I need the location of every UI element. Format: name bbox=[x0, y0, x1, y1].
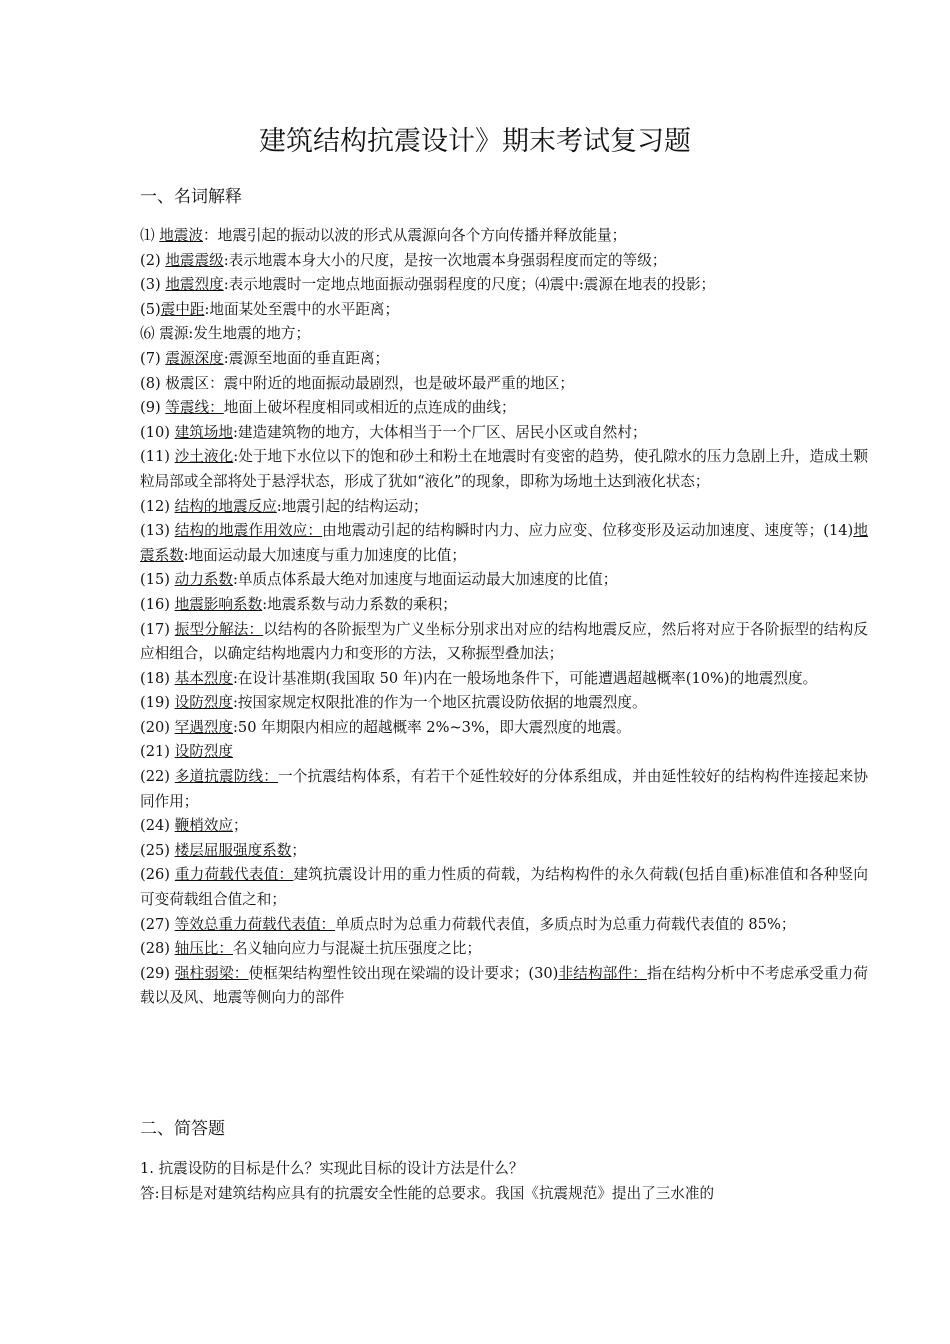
text-segment: (24) bbox=[140, 817, 175, 835]
paragraph bbox=[140, 396, 868, 421]
term-name: 基本烈度 bbox=[174, 669, 233, 687]
term-name: 结构的地震作用效应： bbox=[174, 522, 323, 540]
paragraph bbox=[140, 667, 868, 692]
text-segment: (9) bbox=[140, 399, 166, 417]
text-segment: (7) bbox=[140, 349, 166, 367]
text-segment: ； bbox=[291, 841, 306, 859]
text-segment: :按国家规定权限批准的作为一个地区抗震设防依据的地震烈度。 bbox=[233, 694, 647, 712]
text-segment: :震源至地面的垂直距离； bbox=[223, 349, 390, 367]
paragraph bbox=[140, 839, 868, 864]
term-name: 地震烈度 bbox=[165, 276, 224, 294]
text-segment: (12) bbox=[140, 497, 175, 515]
text-segment: 1. 抗震设防的目标是什么？实现此目标的设计方法是什么？ bbox=[140, 1160, 524, 1177]
term-name: 动力系数 bbox=[174, 571, 233, 589]
paragraph bbox=[140, 863, 868, 912]
paragraph bbox=[140, 913, 868, 938]
paragraph bbox=[140, 593, 868, 618]
text-segment: 地面上破坏程度相同或相近的点连成的曲线； bbox=[223, 399, 516, 417]
short-answer-list bbox=[140, 1157, 868, 1206]
term-name: 重力荷载代表值： bbox=[174, 866, 294, 884]
paragraph bbox=[140, 568, 868, 593]
term-name: 震中距 bbox=[160, 300, 205, 318]
section-heading-definitions: 一、名词解释 bbox=[140, 187, 242, 207]
term-name: 地震震级 bbox=[165, 251, 224, 269]
text-segment: (13) bbox=[140, 522, 175, 540]
paragraph bbox=[140, 421, 868, 446]
term-name: 楼层屈服强度系数 bbox=[174, 841, 292, 859]
term-name: 结构的地震反应 bbox=[174, 497, 277, 515]
term-name: 强柱弱梁： bbox=[174, 964, 249, 982]
paragraph bbox=[140, 814, 868, 839]
text-segment: :表示地震本身大小的尺度，是按一次地震本身强弱程度而定的等级； bbox=[223, 251, 667, 269]
term-name: 地震系数 bbox=[140, 522, 868, 564]
paragraph bbox=[140, 1157, 868, 1182]
paragraph bbox=[140, 445, 868, 494]
text-segment: 答:目标是对建筑结构应具有的抗震安全性能的总要求。我国《抗震规范》提出了三水准的 bbox=[140, 1184, 715, 1202]
text-segment: (2) bbox=[140, 251, 166, 269]
text-segment: :地震引起的结构运动； bbox=[276, 497, 428, 515]
section-heading-short-answer: 二、简答题 bbox=[140, 1119, 225, 1139]
text-segment: (26) bbox=[140, 866, 175, 884]
text-segment: 建筑抗震设计用的重力性质的荷载，为结构构件的永久荷载(包括自重)标准值和各种竖向可变荷载组合值之和； bbox=[140, 866, 868, 909]
text-segment: :地震系数与动力系数的乘积； bbox=[262, 595, 457, 613]
text-segment: ：地震引起的振动以波的形式从震源向各个方向传播并释放能量； bbox=[203, 227, 627, 244]
paragraph bbox=[140, 962, 868, 1011]
term-name: 振型分解法： bbox=[174, 620, 264, 638]
term-name: 设防烈度 bbox=[174, 694, 233, 712]
paragraph bbox=[140, 347, 868, 372]
term-name: 设防烈度 bbox=[174, 743, 233, 761]
term-name: 罕遇烈度 bbox=[174, 718, 233, 736]
term-name: 轴压比： bbox=[174, 940, 233, 958]
paragraph bbox=[140, 765, 868, 814]
text-segment: ； bbox=[233, 817, 248, 835]
text-segment: :建造建筑物的地方，大体相当于一个厂区、居民小区或自然村； bbox=[233, 423, 647, 441]
text-segment: :表示地震时一定地点地面振动强弱程度的尺度；⑷震中:震源在地表的投影； bbox=[223, 276, 716, 294]
text-segment: ⑹ 震源:发生地震的地方； bbox=[140, 325, 311, 343]
paragraph bbox=[140, 618, 868, 667]
text-segment: (29) bbox=[140, 964, 175, 982]
term-name: 沙土液化 bbox=[174, 448, 234, 466]
text-segment: (11) bbox=[140, 448, 175, 466]
text-segment: 指在结构分析中不考虑承受重力荷载以及风、地震等侧向力的部件 bbox=[140, 964, 868, 1007]
text-segment: (18) bbox=[140, 669, 175, 687]
term-name: 震源深度 bbox=[165, 349, 224, 367]
text-segment: 一个抗震结构体系，有若干个延性较好的分体系组成，并由延性较好的结构构件连接起来协同作用； bbox=[140, 768, 868, 810]
text-segment: (19) bbox=[140, 694, 175, 712]
paragraph bbox=[140, 273, 868, 298]
text-segment: (17) bbox=[140, 620, 175, 638]
text-segment: 以结构的各阶振型为广义坐标分别求出对应的结构地震反应，然后将对应于各阶振型的结构反应相组合，以确定结构地震内力和变形的方法，又称振型叠加法； bbox=[140, 620, 868, 663]
definitions-list bbox=[140, 224, 868, 1011]
text-segment: 单质点时为总重力荷载代表值，多质点时为总重力荷载代表值的 85%； bbox=[335, 915, 796, 933]
text-segment: (15) bbox=[140, 571, 175, 589]
text-segment: (21) bbox=[140, 743, 175, 761]
text-segment: (20) bbox=[140, 718, 175, 736]
text-segment: (5) bbox=[140, 300, 161, 318]
paragraph bbox=[140, 372, 868, 397]
text-segment: :地面某处至震中的水平距离； bbox=[204, 300, 400, 318]
paragraph bbox=[140, 691, 868, 716]
text-segment: (10) bbox=[140, 423, 175, 441]
paragraph bbox=[140, 740, 868, 765]
text-segment: 由地震动引起的结构瞬时内力、应力应变、位移变形及运动加速度、速度等；(14) bbox=[322, 522, 854, 540]
paragraph bbox=[140, 716, 868, 741]
paragraph bbox=[140, 322, 868, 347]
term-name: 地震波 bbox=[159, 227, 204, 244]
text-segment: (22) bbox=[140, 768, 175, 786]
text-segment: :单质点体系最大绝对加速度与地面运动最大加速度的比值； bbox=[233, 571, 618, 589]
text-segment: (8) 极震区：震中附近的地面振动最剧烈，也是破坏最严重的地区； bbox=[140, 374, 574, 392]
text-segment: 名义轴向应力与混凝土抗压强度之比； bbox=[233, 940, 482, 958]
text-segment: :处于地下水位以下的饱和砂土和粉土在地震时有变密的趋势，使孔隙水的压力急剧上升，造成土颗粒局部或全部将处于悬浮状态，形成了犹如“液化”的现象，即称为场地土达到液化状态； bbox=[140, 448, 868, 490]
paragraph bbox=[140, 519, 868, 568]
term-name: 地震影响系数 bbox=[174, 595, 263, 613]
text-segment: :50 年期限内相应的超越概率 2%~3%，即大震烈度的地震。 bbox=[233, 718, 631, 736]
term-name: 等震线： bbox=[165, 399, 224, 417]
document-title: 建筑结构抗震设计》期末考试复习题 bbox=[259, 126, 691, 157]
text-segment: (25) bbox=[140, 841, 175, 859]
text-segment: 使框架结构塑性铰出现在梁端的设计要求；(30) bbox=[248, 964, 559, 982]
paragraph bbox=[140, 495, 868, 520]
paragraph bbox=[140, 224, 868, 249]
text-segment: ⑴ bbox=[140, 227, 160, 244]
term-name: 多道抗震防线： bbox=[174, 768, 279, 786]
text-segment: (27) bbox=[140, 915, 175, 933]
paragraph bbox=[140, 298, 868, 323]
paragraph bbox=[140, 249, 868, 274]
text-segment: (3) bbox=[140, 276, 166, 294]
text-segment: (28) bbox=[140, 940, 175, 958]
paragraph bbox=[140, 1182, 868, 1207]
term-name: 非结构部件： bbox=[558, 964, 647, 982]
text-segment: :地面运动最大加速度与重力加速度的比值； bbox=[183, 546, 466, 564]
text-segment: (16) bbox=[140, 595, 175, 613]
term-name: 建筑场地 bbox=[174, 423, 233, 441]
term-name: 等效总重力荷载代表值： bbox=[174, 915, 336, 933]
term-name: 鞭梢效应 bbox=[174, 817, 233, 835]
paragraph bbox=[140, 937, 868, 962]
text-segment: :在设计基准期(我国取 50 年)内在一般场地条件下，可能遭遇超越概率(10%)的地震烈度。 bbox=[233, 669, 818, 687]
